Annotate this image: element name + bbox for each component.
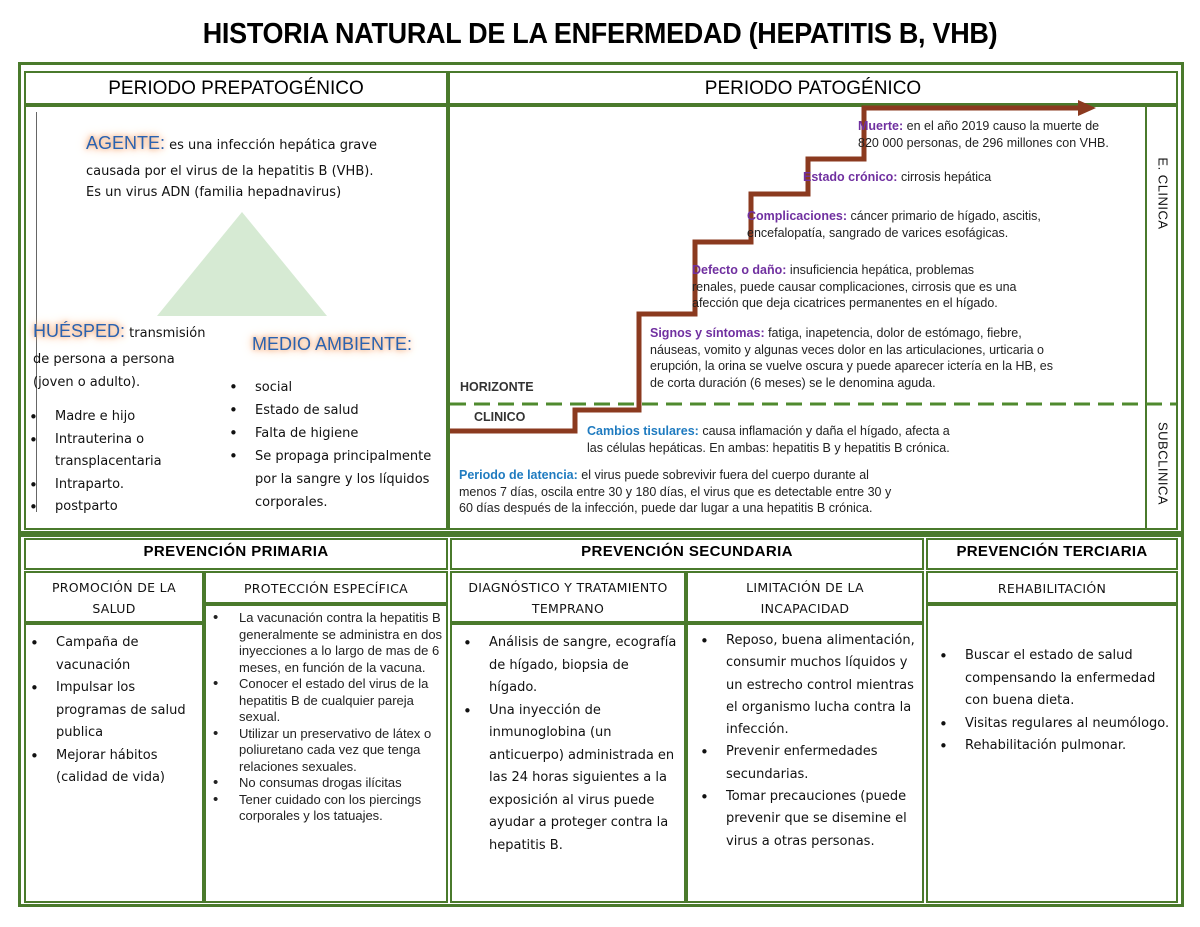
pathogenic-header: PERIODO PATOGÉNICO bbox=[704, 78, 922, 99]
clinical-divider-line bbox=[1145, 105, 1147, 530]
list-item: • Prevenir enfermedades secundarias. bbox=[698, 741, 920, 786]
list-item: • Análisis de sangre, ecografía de hígado, biopsia de hígado. bbox=[461, 632, 679, 700]
horizonte-label: HORIZONTE bbox=[460, 380, 534, 394]
diagnostico-list bbox=[461, 632, 679, 857]
medio-ambiente-label: MEDIO AMBIENTE: bbox=[252, 334, 413, 354]
tertiary-prevention-header: PREVENCIÓN TERCIARIA bbox=[956, 543, 1148, 560]
agente-text-1: es una infección hepática grave bbox=[165, 138, 377, 153]
medio-ambiente-list bbox=[227, 376, 445, 514]
cambios-label: Cambios tisulares: bbox=[587, 424, 699, 438]
huesped-text-2: de persona a persona bbox=[33, 352, 175, 367]
proteccion-title: PROTECCIÓN ESPECÍFICA bbox=[243, 581, 409, 596]
huesped-block bbox=[33, 320, 243, 394]
latencia-text-2: menos 7 días, oscila entre 30 y 180 días, el virus que es detectable entre 30 y bbox=[459, 484, 892, 499]
agente-block bbox=[86, 132, 426, 203]
huesped-text-3: (joven o adulto). bbox=[33, 375, 141, 390]
huesped-list bbox=[27, 406, 202, 519]
cronico-text: cirrosis hepática bbox=[897, 170, 992, 184]
prepatogenic-header: PERIODO PREPATOGÉNICO bbox=[108, 78, 364, 99]
cronico-label: Estado crónico: bbox=[803, 170, 898, 184]
complicaciones-text-1: cáncer primario de hígado, ascitis, bbox=[847, 209, 1041, 223]
list-item: • Se propaga principalmente por la sangre y los líquidos corporales. bbox=[227, 445, 445, 514]
defecto-text-3: afección que deja cicatrices permanentes en el hígado. bbox=[692, 296, 998, 310]
promocion-list bbox=[28, 632, 198, 790]
promocion-title-1: PROMOCIÓN DE LA bbox=[51, 580, 177, 595]
subclinica-label: SUBCLINICA bbox=[1155, 421, 1171, 506]
list-item: • La vacunación contra la hepatitis B generalmente se administra en dos inyecciones a lo largo de mas de 6 meses, en función de la vacuna. bbox=[211, 610, 447, 676]
list-item: • Campaña de vacunación bbox=[28, 632, 198, 677]
complicaciones-text-2: encefalopatía, sangrado de varices esofágicas. bbox=[747, 225, 1009, 240]
defecto-text-1: insuficiencia hepática, problemas bbox=[786, 263, 975, 277]
rehabilitacion-title: REHABILITACIÓN bbox=[997, 581, 1107, 596]
list-item: • Visitas regulares al neumólogo. bbox=[937, 713, 1172, 736]
list-item: • postparto bbox=[27, 496, 202, 519]
limitacion-list bbox=[698, 630, 920, 853]
list-item: • social bbox=[227, 376, 445, 399]
stage-cronico bbox=[803, 169, 1133, 186]
list-item: • Rehabilitación pulmonar. bbox=[937, 735, 1172, 758]
secondary-prevention-header: PREVENCIÓN SECUNDARIA bbox=[581, 543, 793, 560]
signos-text-4: de corta duración (6 meses) se le denomina aguda. bbox=[650, 375, 936, 390]
list-item: • Impulsar los programas de salud publica bbox=[28, 677, 198, 745]
e-clinica-label: E. CLINICA bbox=[1155, 157, 1171, 230]
list-item: • Una inyección de inmunoglobina (un anticuerpo) administrada en las 24 horas siguientes a la exposición al virus puede ayudar a proteger contra la hepatitis B. bbox=[461, 700, 679, 858]
diagnostico-title bbox=[450, 577, 686, 619]
limitacion-title-1: LIMITACIÓN DE LA bbox=[746, 580, 864, 595]
defecto-label: Defecto o daño: bbox=[692, 263, 787, 277]
cambios-text-1: causa inflamación y daña el hígado, afecta a bbox=[698, 424, 950, 438]
stage-defecto bbox=[692, 262, 1137, 312]
page-title: HISTORIA NATURAL DE LA ENFERMEDAD (HEPATITIS B, VHB) bbox=[202, 18, 998, 50]
proteccion-list bbox=[211, 610, 447, 825]
muerte-text-2: 820 000 personas, de 296 millones con VHB. bbox=[858, 135, 1109, 150]
primary-prevention-header: PREVENCIÓN PRIMARIA bbox=[143, 543, 329, 560]
stage-signos bbox=[650, 325, 1140, 391]
agente-text-2: causada por el virus de la hepatitis B (VHB). bbox=[86, 164, 374, 179]
list-item: • Intraparto. bbox=[27, 474, 202, 497]
list-item: • Reposo, buena alimentación, consumir muchos líquidos y un estrecho control mientras el organismo lucha contra la infección. bbox=[698, 630, 920, 741]
signos-label: Signos y síntomas: bbox=[650, 326, 765, 340]
stage-complicaciones bbox=[747, 208, 1137, 241]
rehabilitacion-list bbox=[937, 645, 1172, 758]
cambios-text-2: las células hepáticas. En ambas: hepatitis B y hepatitis B crónica. bbox=[587, 440, 950, 455]
list-item: • Tener cuidado con los piercings corporales y los tatuajes. bbox=[211, 792, 447, 825]
latencia-label: Periodo de latencia: bbox=[459, 468, 578, 482]
list-item: • Falta de higiene bbox=[227, 422, 445, 445]
diagnostico-title-2: TEMPRANO bbox=[531, 601, 605, 616]
stage-cambios bbox=[587, 423, 1142, 456]
promocion-title-2: SALUD bbox=[92, 601, 136, 616]
stage-latencia bbox=[459, 467, 1144, 517]
list-item: • Utilizar un preservativo de látex o poliuretano cada vez que tenga relaciones sexuales. bbox=[211, 726, 447, 776]
list-item: • Mejorar hábitos (calidad de vida) bbox=[28, 745, 198, 790]
list-item: • Conocer el estado del virus de la hepatitis B de cualquier pareja sexual. bbox=[211, 676, 447, 726]
muerte-text-1: en el año 2019 causo la muerte de bbox=[903, 119, 1100, 133]
list-item: • Estado de salud bbox=[227, 399, 445, 422]
huesped-label: HUÉSPED: bbox=[33, 321, 126, 341]
signos-text-1: fatiga, inapetencia, dolor de estómago, fiebre, bbox=[764, 326, 1022, 340]
list-item: • Tomar precauciones (puede prevenir que se disemine el virus a otras personas. bbox=[698, 786, 920, 853]
epidemiological-triad-triangle bbox=[155, 210, 330, 318]
clinico-label: CLINICO bbox=[474, 410, 526, 424]
promocion-title bbox=[24, 577, 204, 619]
muerte-label: Muerte: bbox=[858, 119, 904, 133]
complicaciones-label: Complicaciones: bbox=[747, 209, 848, 223]
list-item: • No consumas drogas ilícitas bbox=[211, 775, 447, 792]
limitacion-title bbox=[686, 577, 924, 619]
diagnostico-title-1: DIAGNÓSTICO Y TRATAMIENTO bbox=[468, 580, 668, 595]
latencia-text-3: 60 días después de la infección, puede dar lugar a una hepatitis B crónica. bbox=[459, 501, 873, 515]
agente-text-3: Es un virus ADN (familia hepadnavirus) bbox=[86, 185, 342, 200]
huesped-text-1: transmisión bbox=[125, 326, 206, 341]
stage-muerte bbox=[858, 118, 1143, 151]
limitacion-title-2: INCAPACIDAD bbox=[760, 601, 850, 616]
signos-text-2: náuseas, vomito y algunas veces dolor en las articulaciones, urticaria o bbox=[650, 342, 1044, 357]
list-item: • Intrauterina o transplacentaria bbox=[27, 429, 202, 474]
agente-label: AGENTE: bbox=[86, 133, 166, 153]
signos-text-3: erupción, la orina se vuelve oscura y puede aparecer ictería en la HB, es bbox=[650, 359, 1054, 373]
latencia-text-1: el virus puede sobrevivir fuera del cuerpo durante al bbox=[577, 468, 869, 482]
list-item: • Buscar el estado de salud compensando la enfermedad con buena dieta. bbox=[937, 645, 1172, 713]
list-item: • Madre e hijo bbox=[27, 406, 202, 429]
defecto-text-2: renales, puede causar complicaciones, cirrosis que es una bbox=[692, 279, 1017, 294]
